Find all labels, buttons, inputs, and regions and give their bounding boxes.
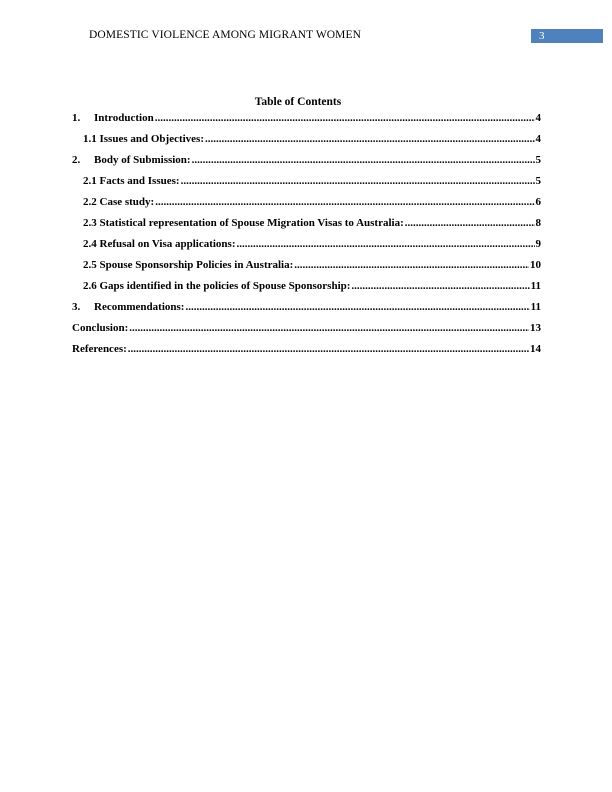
page-number: 3 (539, 30, 545, 42)
toc-entry-case-study[interactable] (72, 196, 541, 217)
toc-entry-title: 2.6 Gaps identified in the policies of Spouse Sponsorship: (83, 280, 351, 292)
toc-entry-title: Body of Submission: (94, 154, 191, 166)
dot-leader (237, 238, 535, 250)
dot-leader (155, 196, 534, 208)
toc-entry-title: Conclusion: (72, 322, 129, 334)
toc-entry-title: 1.1 Issues and Objectives: (83, 133, 205, 145)
dot-leader (185, 301, 529, 313)
toc-entry-page: 5 (535, 154, 541, 166)
toc-entry-title: 2.3 Statistical representation of Spouse Migration Visas to Australia: (83, 217, 404, 229)
toc-entry-page: 11 (530, 280, 541, 292)
toc-entry-introduction[interactable] (72, 112, 541, 133)
dot-leader (129, 322, 529, 334)
toc-entry-title: 2.5 Spouse Sponsorship Policies in Australia: (83, 259, 294, 271)
toc-entry-title: 2.4 Refusal on Visa applications: (83, 238, 236, 250)
toc-entry-title: References: (72, 343, 127, 355)
toc-entry-title: 2.1 Facts and Issues: (83, 175, 180, 187)
toc-entry-number: 2. (72, 154, 81, 166)
dot-leader (405, 217, 535, 229)
toc-entry-page: 8 (535, 217, 541, 229)
dot-leader (128, 343, 529, 355)
toc-entry-page: 13 (530, 322, 541, 334)
toc-entry-title: 2.2 Case study: (83, 196, 155, 208)
dot-leader (205, 133, 534, 145)
page-number-badge (531, 29, 603, 43)
toc-entry-refusal-visa[interactable] (72, 238, 541, 259)
toc-entry-issues-objectives[interactable] (72, 133, 541, 154)
toc-entry-policy-gaps[interactable] (72, 280, 541, 301)
toc-entry-page: 6 (535, 196, 541, 208)
dot-leader (155, 112, 535, 124)
toc-entry-page: 4 (535, 133, 541, 145)
dot-leader (181, 175, 535, 187)
toc-entry-sponsorship-policies[interactable] (72, 259, 541, 280)
toc-entry-page: 9 (535, 238, 541, 250)
toc-heading: Table of Contents (254, 96, 342, 108)
toc-entry-recommendations[interactable] (72, 301, 541, 322)
dot-leader (351, 280, 529, 292)
table-of-contents (72, 112, 541, 364)
dot-leader (192, 154, 535, 166)
toc-entry-number: 1. (72, 112, 81, 124)
toc-entry-title: Recommendations: (94, 301, 185, 313)
toc-entry-number: 3. (72, 301, 81, 313)
toc-entry-page: 11 (530, 301, 541, 313)
toc-entry-page: 14 (530, 343, 541, 355)
toc-entry-body-of-submission[interactable] (72, 154, 541, 175)
toc-entry-statistical-representation[interactable] (72, 217, 541, 238)
toc-entry-facts-issues[interactable] (72, 175, 541, 196)
toc-entry-title: Introduction (94, 112, 154, 124)
running-header-title: DOMESTIC VIOLENCE AMONG MIGRANT WOMEN (89, 29, 362, 41)
toc-entry-conclusion[interactable] (72, 322, 541, 343)
toc-entry-page: 4 (535, 112, 541, 124)
dot-leader (294, 259, 529, 271)
toc-entry-page: 10 (530, 259, 541, 271)
toc-entry-page: 5 (535, 175, 541, 187)
toc-entry-references[interactable] (72, 343, 541, 364)
